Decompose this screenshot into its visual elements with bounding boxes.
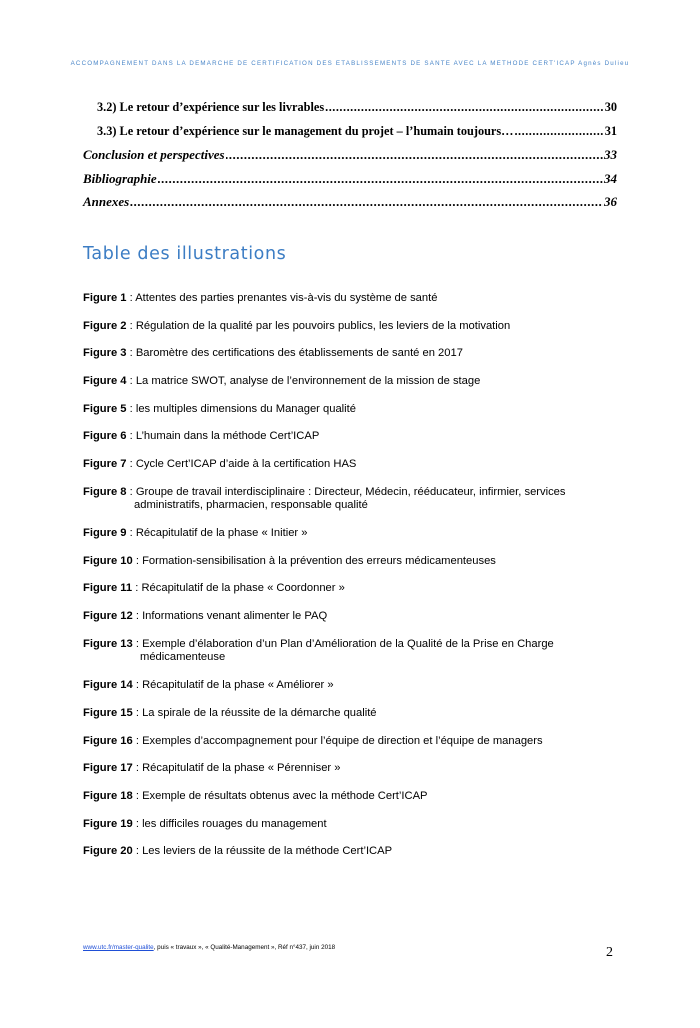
figure-caption: : Régulation de la qualité par les pouvoirs publics, les leviers de la motivation [126, 319, 511, 332]
toc-entry-text: Conclusion et perspectives [83, 147, 225, 162]
figure-caption: : les multiples dimensions du Manager qualité [126, 402, 356, 415]
figure-entry[interactable] [83, 582, 623, 596]
figure-entry[interactable] [83, 292, 623, 306]
toc-leader-dots [130, 194, 603, 210]
figure-entry[interactable] [83, 458, 623, 472]
figure-entry[interactable] [83, 610, 623, 624]
figure-label: Figure 11 [83, 582, 133, 595]
figure-label: Figure 16 [83, 734, 133, 747]
toc-leader-dots [158, 171, 603, 187]
figure-entry[interactable] [83, 790, 623, 804]
figure-label: Figure 6 [83, 430, 127, 443]
toc-entry-conclusion[interactable] [83, 147, 617, 171]
toc-entry-text: Bibliographie [83, 170, 157, 186]
figure-entry[interactable] [83, 486, 623, 513]
figure-label: Figure 2 [83, 319, 127, 332]
figure-caption: : les difficiles rouages du management [132, 817, 327, 830]
page-footer [83, 944, 335, 951]
footer-text: , puis « travaux », « Qualité-Management », Réf n°437, juin 2018 [153, 944, 336, 951]
figure-label: Figure 4 [83, 375, 127, 388]
figure-caption: : Groupe de travail interdisciplinaire : Directeur, Médecin, rééducateur, infirmier, services [126, 485, 566, 498]
figure-caption: : Exemple de résultats obtenus avec la méthode Cert’ICAP [132, 789, 428, 802]
figure-label: Figure 14 [83, 679, 133, 692]
figure-entry[interactable] [83, 375, 623, 389]
figure-entry[interactable] [83, 638, 623, 665]
figure-caption: : Baromètre des certifications des établissements de santé en 2017 [126, 347, 463, 360]
figure-label: Figure 7 [83, 458, 127, 471]
figure-caption: : L’humain dans la méthode Cert’ICAP [126, 430, 320, 443]
toc-leader-dots [325, 100, 604, 115]
figure-caption: : Informations venant alimenter le PAQ [132, 610, 328, 623]
illustrations-heading: Table des illustrations [83, 244, 287, 264]
figure-caption: : Exemple d’élaboration d’un Plan d’Amélioration de la Qualité de la Prise en Charge [132, 637, 554, 650]
figure-entry[interactable] [83, 735, 623, 749]
toc-leader-dots [226, 147, 603, 163]
figure-entry[interactable] [83, 679, 623, 693]
toc-entry-3-2[interactable] [83, 100, 617, 124]
toc-entry-text: Annexes [83, 194, 130, 209]
figure-entry[interactable] [83, 555, 623, 569]
figure-label: Figure 12 [83, 610, 133, 623]
figure-label: Figure 19 [83, 817, 133, 830]
figure-entry[interactable] [83, 762, 623, 776]
figure-caption: : Exemples d’accompagnement pour l’équipe de direction et l’équipe de managers [132, 734, 543, 747]
toc-page-number: 30 [604, 100, 617, 114]
figure-label: Figure 3 [83, 347, 127, 360]
toc-page-number: 34 [604, 170, 617, 186]
toc-page-number: 36 [604, 194, 617, 209]
figure-label: Figure 1 [83, 292, 127, 304]
figure-entry[interactable] [83, 403, 623, 417]
figure-entry[interactable] [83, 527, 623, 541]
figure-label: Figure 5 [83, 402, 127, 415]
figure-label: Figure 17 [83, 762, 133, 775]
figure-caption: : La spirale de la réussite de la démarche qualité [132, 706, 377, 719]
figure-caption-continuation: administratifs, pharmacien, responsable qualité [134, 499, 368, 512]
toc-page-number: 31 [604, 123, 617, 138]
figure-entry[interactable] [83, 818, 623, 832]
figure-label: Figure 15 [83, 706, 133, 719]
toc-entry-text: 3.3) Le retour d’expérience sur le management du projet – l’humain toujours… [97, 123, 514, 138]
toc-leader-dots [514, 124, 603, 139]
toc-entry-text: 3.2) Le retour d’expérience sur les livrables [97, 100, 325, 114]
toc-entry-bibliographie[interactable] [83, 171, 617, 195]
figure-label: Figure 20 [83, 845, 133, 858]
figure-caption: : Récapitulatif de la phase « Coordonner » [132, 582, 345, 595]
running-header: ACCOMPAGNEMENT DANS LA DEMARCHE DE CERTIFICATION DES ETABLISSEMENTS DE SANTE AVEC LA METHODE CERT'ICAP Agnès Dulieu [70, 60, 630, 67]
figure-caption-continuation: médicamenteuse [140, 651, 226, 664]
page-number: 2 [606, 945, 613, 960]
figure-caption: : La matrice SWOT, analyse de l’environnement de la mission de stage [126, 375, 481, 388]
toc-entry-3-3[interactable] [83, 124, 617, 148]
figure-entry[interactable] [83, 430, 623, 444]
figure-entry[interactable] [83, 707, 623, 721]
figure-entry[interactable] [83, 320, 623, 334]
figure-label: Figure 13 [83, 637, 133, 650]
table-of-contents [83, 100, 617, 218]
figure-caption: : Attentes des parties prenantes vis-à-vis du système de santé [126, 292, 438, 304]
figure-caption: : Cycle Cert’ICAP d’aide à la certification HAS [126, 458, 357, 471]
figure-caption: : Formation-sensibilisation à la prévention des erreurs médicamenteuses [132, 554, 496, 567]
figure-label: Figure 9 [83, 527, 127, 540]
footer-link[interactable]: www.utc.fr/master-qualite [83, 944, 154, 951]
figure-entry[interactable] [83, 845, 623, 859]
figure-caption: : Récapitulatif de la phase « Pérenniser » [132, 762, 341, 775]
figure-label: Figure 10 [83, 554, 133, 567]
figure-caption: : Récapitulatif de la phase « Améliorer » [132, 679, 334, 692]
figure-entry[interactable] [83, 347, 623, 361]
illustrations-list [83, 292, 623, 873]
figure-caption: : Récapitulatif de la phase « Initier » [126, 527, 308, 540]
toc-entry-annexes[interactable] [83, 194, 617, 218]
figure-caption: : Les leviers de la réussite de la méthode Cert’ICAP [132, 845, 393, 858]
figure-label: Figure 8 [83, 485, 127, 498]
figure-label: Figure 18 [83, 789, 133, 802]
toc-page-number: 33 [604, 147, 617, 162]
